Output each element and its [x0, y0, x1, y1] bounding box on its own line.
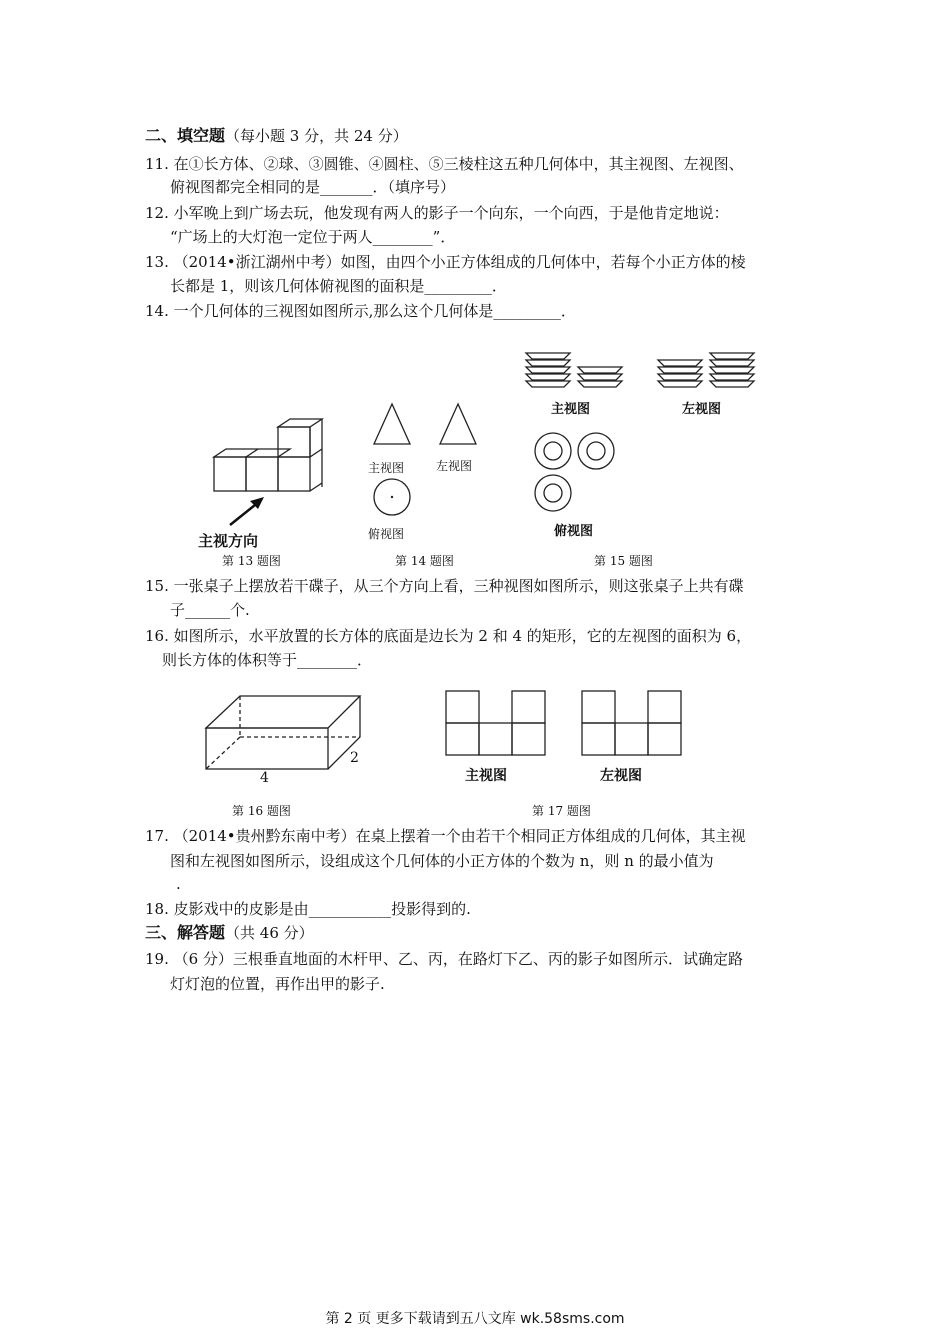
question-12-line-1: 12. 小军晚上到广场去玩，他发现有两人的影子一个向东，一个向西，于是他肯定地说：	[145, 204, 729, 222]
fig15-top-label: 俯视图	[554, 524, 594, 539]
fig15-left-stack-4	[658, 360, 702, 387]
fig15-left-label: 左视图	[682, 402, 722, 417]
fig13-arrow-label: 主视方向	[198, 532, 259, 550]
figure-15-plates	[520, 345, 765, 520]
fig16-label-2: 2	[350, 750, 359, 766]
fig15-front-label: 主视图	[551, 402, 591, 417]
fig14-front-triangle	[374, 404, 410, 444]
fig16-label-4: 4	[260, 770, 269, 786]
question-11-line-1: 11. 在①长方体、②球、③圆锥、④圆柱、⑤三棱柱这五种几何体中，其主视图、左视图、	[145, 155, 744, 173]
question-11-line-2: 俯视图都完全相同的是_______．（填序号）	[170, 178, 456, 196]
question-17-line-2: 图和左视图如图所示，设组成这个几何体的小正方体的个数为 n，则 n 的最小值为	[170, 852, 714, 870]
question-13-line-1: 13. （2014•浙江湖州中考）如图，由四个小正方体组成的几何体中，若每个小正方体的棱	[145, 253, 746, 271]
question-12-line-2: “广场上的大灯泡一定位于两人________”．	[170, 228, 456, 246]
fig16-caption: 第 16 题图	[232, 804, 291, 818]
question-19-line-1: 19. （6 分）三根垂直地面的木杆甲、乙、丙，在路灯下乙、丙的影子如图所示．试确定路	[145, 950, 743, 968]
fig17-front-label: 主视图	[465, 768, 507, 784]
section-heading-fill-in	[145, 125, 408, 147]
fig15-left-stack-5	[710, 353, 754, 387]
fig14-left-label: 左视图	[436, 459, 473, 473]
fig17-left-view	[582, 691, 681, 755]
question-19-line-2: 灯灯泡的位置，再作出甲的影子.	[170, 975, 385, 993]
question-15-line-1: 15. 一张桌子上摆放若干碟子，从三个方向上看，三种视图如图所示，则这张桌子上共有碟	[145, 577, 744, 595]
fig15-front-stack-3	[578, 367, 622, 387]
question-16-line-1: 16. 如图所示，水平放置的长方体的底面是边长为 2 和 4 的矩形，它的左视图的面积为 6，	[145, 627, 752, 645]
fig14-caption: 第 14 题图	[395, 554, 454, 568]
section-title: 二、填空题	[145, 126, 226, 145]
figure-14-views	[360, 398, 500, 518]
fig15-caption: 第 15 题图	[594, 554, 653, 568]
fig14-top-label: 俯视图	[368, 527, 405, 541]
page-footer: 第 2 页 更多下载请到五八文库 wk.58sms.com	[325, 1311, 625, 1327]
section-heading-answer	[145, 922, 314, 944]
fig13-caption: 第 13 题图	[222, 554, 281, 568]
question-16-line-2: 则长方体的体积等于________．	[162, 651, 373, 669]
fig15-front-stack-5	[526, 353, 570, 387]
figure-16-cuboid	[200, 690, 370, 775]
question-18-line-1: 18. 皮影戏中的皮影是由___________投影得到的.	[145, 900, 471, 918]
question-14-line-1: 14. 一个几何体的三视图如图所示,那么这个几何体是_________．	[145, 302, 576, 320]
question-15-line-2: 子______个.	[170, 601, 250, 619]
fig14-front-label: 主视图	[368, 461, 405, 475]
question-17-line-1: 17. （2014•贵州黔东南中考）在桌上摆着一个由若干个相同正方体组成的几何体，其主视	[145, 827, 746, 845]
section-note: （每小题 3 分，共 24 分）	[225, 127, 408, 145]
fig14-left-triangle	[440, 404, 476, 444]
section-note: （共 46 分）	[225, 924, 314, 942]
section-title: 三、解答题	[145, 923, 226, 942]
fig17-front-view	[446, 691, 545, 755]
question-13-line-2: 长都是 1，则该几何体俯视图的面积是_________．	[170, 277, 507, 295]
fig17-left-label: 左视图	[600, 768, 642, 784]
question-17-line-3: .	[176, 875, 181, 893]
fig17-caption: 第 17 题图	[532, 804, 591, 818]
figure-17-views	[440, 688, 685, 758]
